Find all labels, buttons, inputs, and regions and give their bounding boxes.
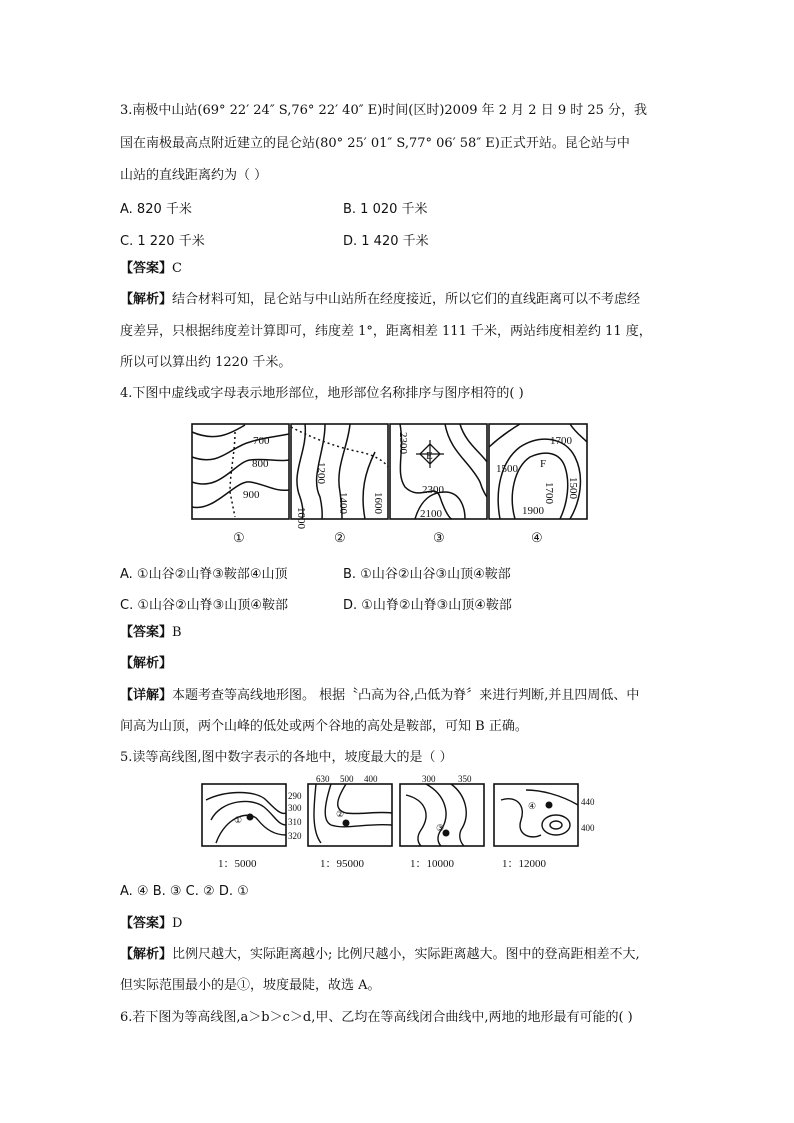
label-m3-300: 300 bbox=[422, 775, 436, 784]
q5-figure-labels bbox=[234, 775, 595, 841]
label-p1-800: 800 bbox=[252, 458, 269, 470]
label-m2-500: 500 bbox=[340, 775, 354, 784]
q6-stem: 6.若下图为等高线图,a＞b＞c＞d,甲、乙均在等高线闭合曲线中,两地的地形最有可能的( ) bbox=[120, 1010, 633, 1025]
q4-option-b: B. ①山谷②山谷③山顶④鞍部 bbox=[343, 567, 511, 582]
q3-option-d: D. 1 420 千米 bbox=[343, 234, 429, 249]
q4-stem: 4.下图中虚线或字母表示地形部位，地形部位名称排序与图序相符的( ) bbox=[120, 386, 524, 401]
map-2-contours bbox=[314, 784, 392, 843]
label-p4-f: F bbox=[540, 458, 547, 470]
answer-tag: 【答案】 bbox=[120, 261, 173, 276]
label-p4-1900: 1900 bbox=[522, 505, 544, 517]
map-1-point bbox=[247, 814, 254, 821]
map-2-point bbox=[343, 820, 350, 827]
label-p3-e: E bbox=[426, 450, 433, 462]
label-m1-300: 300 bbox=[288, 803, 302, 813]
label-p2-1000: 1000 bbox=[295, 507, 307, 529]
answer-value: C bbox=[172, 261, 182, 276]
analysis-tag: 【解析】 bbox=[120, 292, 173, 307]
q3-stem-line1: 3.南极中山站(69° 22′ 24″ S,76° 22′ 40″ E)时间(区时)2009 年 2 月 2 日 9 时 25 分，我 bbox=[120, 103, 648, 118]
panel-3-contours bbox=[400, 424, 487, 519]
q4-detail-line1 bbox=[120, 688, 639, 704]
q5-analysis-line2: 但实际范围最小的是①，坡度最陡，故选 A。 bbox=[120, 978, 381, 993]
label-m1-290: 290 bbox=[288, 791, 302, 801]
label-m3-circle: ③ bbox=[436, 823, 445, 833]
label-p1-700: 700 bbox=[253, 435, 270, 447]
scale-2: 1：95000 bbox=[320, 858, 364, 870]
label-p4-1700a: 1700 bbox=[550, 435, 572, 447]
map-4-point bbox=[546, 802, 553, 809]
q3-option-c: C. 1 220 千米 bbox=[120, 234, 205, 249]
q3-option-a: A. 820 千米 bbox=[120, 202, 192, 217]
label-p3-2100: 2100 bbox=[420, 508, 442, 520]
q5-options: A. ④ B. ③ C. ② D. ① bbox=[120, 884, 249, 899]
q3-analysis-line3: 所以可以算出约 1220 千米。 bbox=[120, 355, 292, 370]
caption-2: ② bbox=[334, 530, 346, 545]
label-p2-1600: 1600 bbox=[372, 492, 384, 514]
label-p1-900: 900 bbox=[243, 489, 260, 501]
answer-tag: 【答案】 bbox=[120, 625, 173, 640]
label-m2-630: 630 bbox=[316, 775, 330, 784]
label-m4-440: 440 bbox=[581, 797, 595, 807]
q5-contour-figure bbox=[196, 775, 606, 875]
q4-figure-labels bbox=[243, 432, 579, 530]
q4-contour-figure bbox=[190, 422, 602, 547]
q4-detail-line2: 间高为山顶，两个山峰的低处或两个谷地的高处是鞍部，可知 B 正确。 bbox=[120, 719, 528, 734]
q5-answer bbox=[120, 916, 182, 932]
answer-value: B bbox=[172, 625, 182, 640]
analysis-tag: 【解析】 bbox=[120, 656, 173, 671]
label-m4-400: 400 bbox=[581, 823, 595, 833]
label-p3-2300b: 2300 bbox=[422, 484, 444, 496]
q3-analysis-line2: 度差异，只根据纬度差计算即可，纬度差 1°，距离相差 111 千米，两站纬度相差约 11 度， bbox=[120, 324, 652, 339]
panel-2-contours bbox=[297, 424, 375, 519]
q4-option-d: D. ①山脊②山脊③山顶④鞍部 bbox=[343, 598, 512, 613]
label-m2-circle: ② bbox=[336, 809, 345, 819]
q5-scales bbox=[218, 858, 546, 870]
label-m2-400: 400 bbox=[364, 775, 378, 784]
analysis-text: 比例尺越大，实际距离越小; 比例尺越小，实际距离越大。图中的登高距相差不大, bbox=[172, 947, 640, 962]
label-p3-2300a: 2300 bbox=[397, 432, 409, 454]
detail-text: 本题考查等高线地形图。 根据〝凸高为谷,凸低为脊〞来进行判断,并且四周低、中 bbox=[172, 688, 640, 703]
map-3-contours bbox=[406, 784, 466, 846]
q5-stem: 5.读等高线图,图中数字表示的各地中，坡度最大的是（ ） bbox=[120, 750, 453, 765]
q3-answer bbox=[120, 261, 182, 277]
q3-stem-line2: 国在南极最高点附近建立的昆仑站(80° 25′ 01″ S,77° 06′ 58″ E)正式开站。昆仑站与中 bbox=[120, 136, 630, 151]
label-p2-1400: 1400 bbox=[337, 492, 349, 514]
q3-option-b: B. 1 020 千米 bbox=[343, 202, 428, 217]
label-m4-circle: ④ bbox=[528, 801, 537, 811]
map-4-contours bbox=[501, 790, 578, 837]
caption-4: ④ bbox=[531, 530, 543, 545]
label-p4-1500a: 1500 bbox=[496, 463, 518, 475]
label-m1-320: 320 bbox=[288, 831, 302, 841]
panel-1-contours bbox=[192, 425, 289, 508]
label-m1-310: 310 bbox=[288, 817, 302, 827]
q4-option-a: A. ①山谷②山脊③鞍部④山顶 bbox=[120, 567, 288, 582]
label-p2-1200: 1200 bbox=[315, 462, 327, 484]
panel-1-dotted-line bbox=[230, 432, 235, 517]
analysis-text: 结合材料可知，昆仑站与中山站所在经度接近，所以它们的直线距离可以不考虑经 bbox=[172, 292, 641, 307]
label-m3-350: 350 bbox=[458, 775, 472, 784]
detail-tag: 【详解】 bbox=[120, 688, 173, 703]
answer-tag: 【答案】 bbox=[120, 916, 173, 931]
q4-figure-captions bbox=[233, 530, 543, 545]
q4-analysis-tag bbox=[120, 656, 172, 672]
q3-analysis-line1 bbox=[120, 292, 640, 308]
caption-1: ① bbox=[233, 530, 245, 545]
q5-analysis-line1 bbox=[120, 947, 640, 963]
q3-stem-line3: 山站的直线距离约为（ ） bbox=[120, 168, 268, 183]
scale-1: 1：5000 bbox=[218, 858, 257, 870]
label-m1-circle: ① bbox=[234, 815, 243, 825]
label-p4-1500b: 1500 bbox=[567, 477, 579, 499]
scale-3: 1：10000 bbox=[410, 858, 454, 870]
map-1-contours bbox=[206, 793, 286, 844]
caption-3: ③ bbox=[433, 530, 445, 545]
q4-option-c: C. ①山谷②山脊③山顶④鞍部 bbox=[120, 598, 288, 613]
label-p4-1700b: 1700 bbox=[543, 482, 555, 504]
scale-4: 1：12000 bbox=[502, 858, 546, 870]
answer-value: D bbox=[172, 916, 183, 931]
q4-answer bbox=[120, 625, 182, 641]
analysis-tag: 【解析】 bbox=[120, 947, 173, 962]
